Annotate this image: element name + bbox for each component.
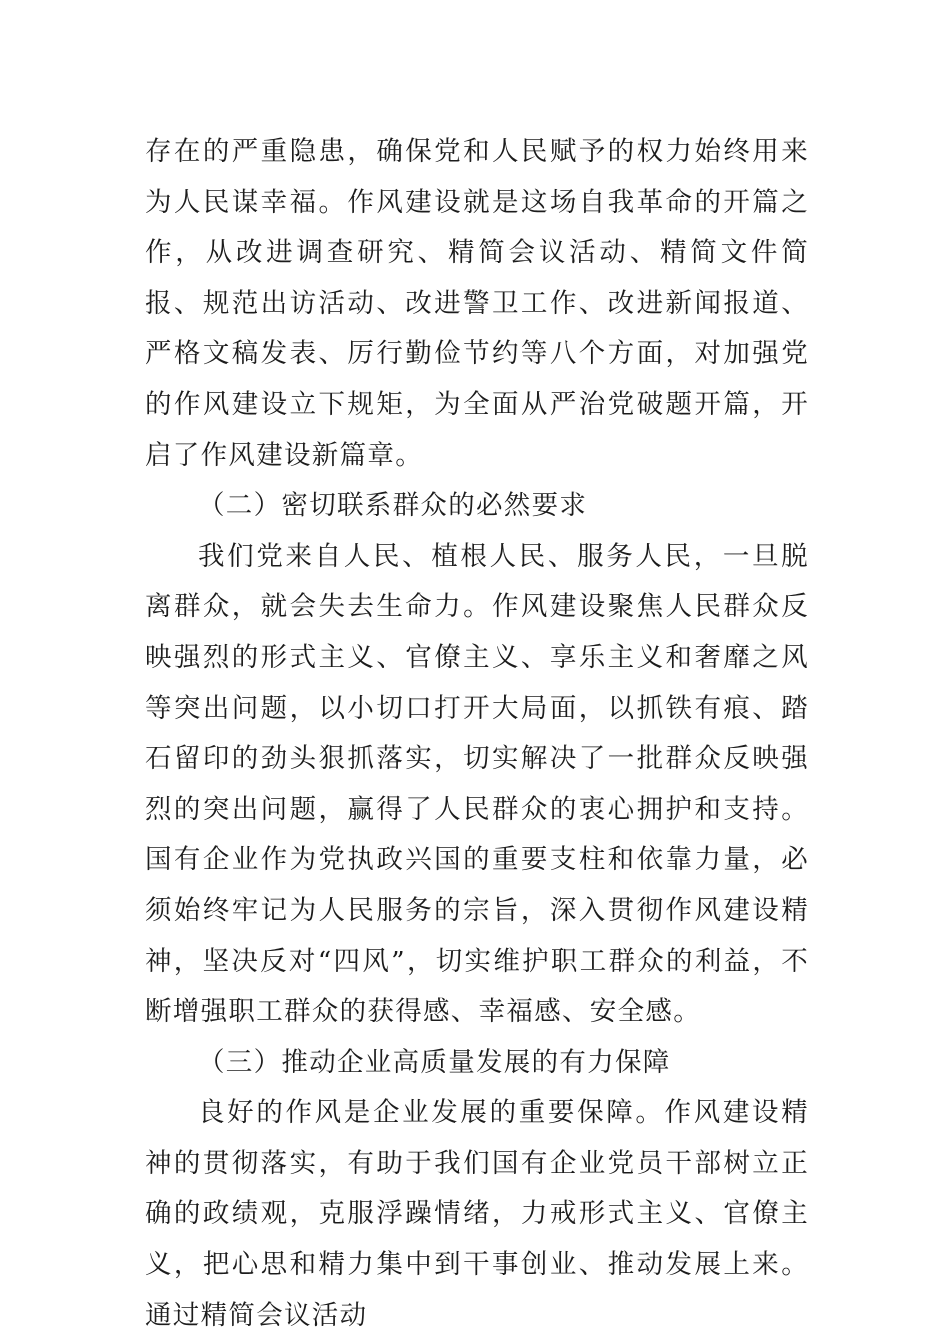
document-body bbox=[145, 127, 809, 1341]
paragraph-continued: 存在的严重隐患，确保党和人民赋予的权力始终用来为人民谋幸福。作风建设就是这场自我革命的开篇之作，从改进调查研究、精简会议活动、精简文件简报、规范出访活动、改进警卫工作、改进新闻报道、严格文稿发表、厉行勤俭节约等八个方面，对加强党的作风建设立下规矩，为全面从严治党破题开篇，开启了作风建设新篇章。 bbox=[145, 136, 809, 471]
section-heading-2: （二）密切联系群众的必然要求 bbox=[198, 490, 588, 522]
section-heading-3: （三）推动企业高质量发展的有力保障 bbox=[198, 1046, 671, 1078]
paragraph-high-quality-development: 良好的作风是企业发展的重要保障。作风建设精神的贯彻落实，有助于我们国有企业党员干部树立正确的政绩观，克服浮躁情绪，力戒形式主义、官僚主义，把心思和精力集中到干事创业、推动发展上来。通过精简会议活动 bbox=[145, 1097, 809, 1331]
paragraph-contact-masses: 我们党来自人民、植根人民、服务人民，一旦脱离群众，就会失去生命力。作风建设聚焦人民群众反映强烈的形式主义、官僚主义、享乐主义和奢靡之风等突出问题，以小切口打开大局面，以抓铁有痕、踏石留印的劲头狠抓落实，切实解决了一批群众反映强烈的突出问题，赢得了人民群众的衷心拥护和支持。国有企业作为党执政兴国的重要支柱和依靠力量，必须始终牢记为人民服务的宗旨，深入贯彻作风建设精神，坚决反对“四风”，切实维护职工群众的利益，不断增强职工群众的获得感、幸福感、安全感。 bbox=[145, 540, 809, 1028]
